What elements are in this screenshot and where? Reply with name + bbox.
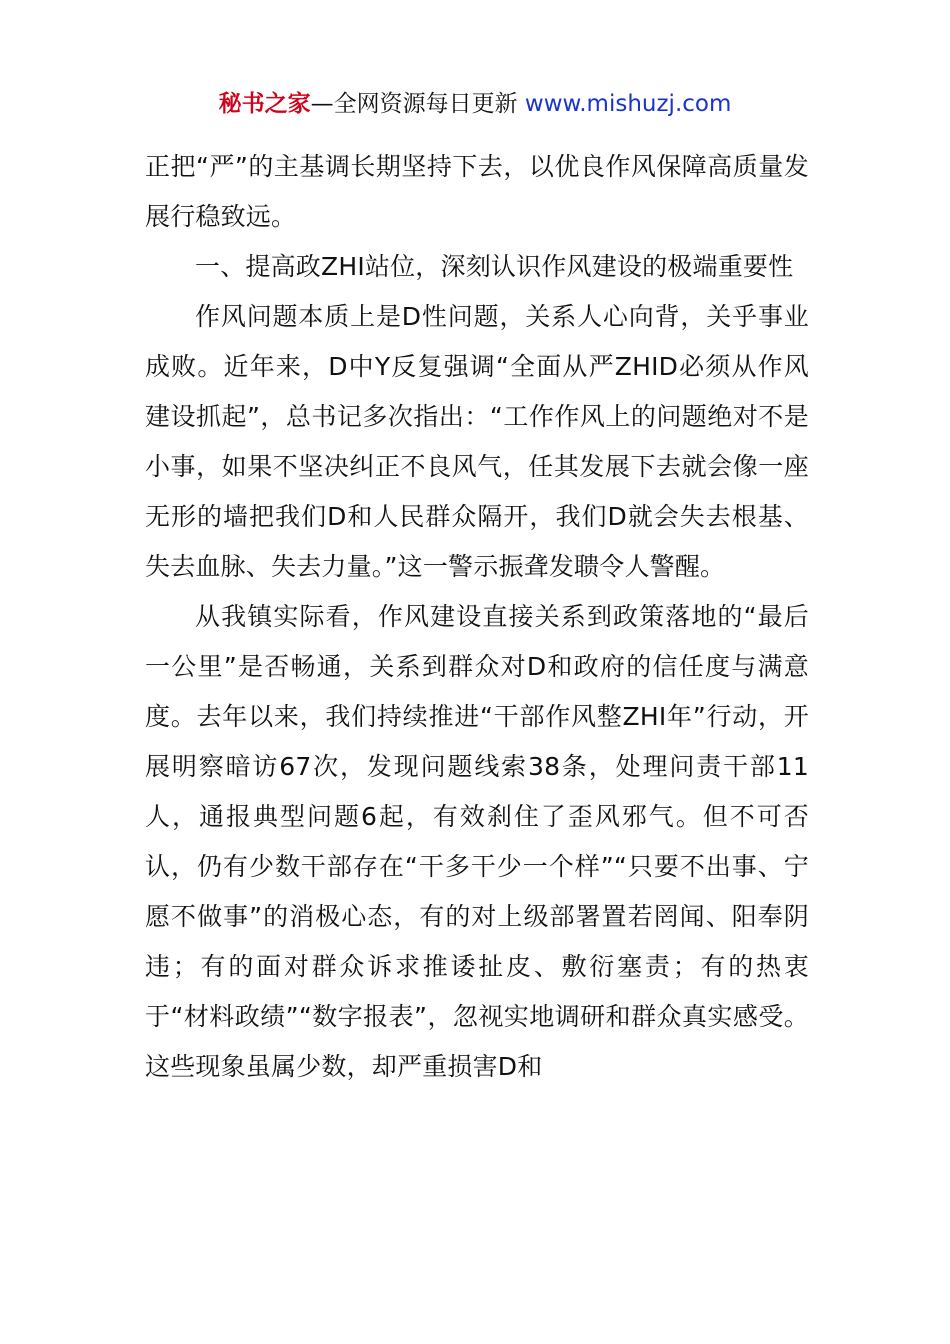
section-heading: 一、提高政ZHI站位，深刻认识作风建设的极端重要性: [195, 252, 794, 281]
header-url-link[interactable]: www.mishuzj.com: [524, 91, 732, 117]
paragraph-continuation: 正把“严”的主基调长期坚持下去，以优良作风保障高质量发展行稳致远。: [145, 152, 809, 231]
header-tagline: —全网资源每日更新: [310, 91, 518, 117]
document-body: [145, 142, 809, 1092]
paragraph: 从我镇实际看，作风建设直接关系到政策落地的“最后一公里”是否畅通，关系到群众对D和政府的信任度与满意度。去年以来，我们持续推进“干部作风整ZHI年”行动，开展明察暗访67次，发现问题线索38条，处理问责干部11人，通报典型问题6起，有效刹住了歪风邪气。但不可否认，仍有少数干部存在“干多干少一个样”“只要不出事、宁愿不做事”的消极心态，有的对上级部署置若罔闻、阳奉阴违；有的面对群众诉求推诿扯皮、敷衍塞责；有的热衷于“材料政绩”“数字报表”，忽视实地调研和群众真实感受。这些现象虽属少数，却严重损害D和: [145, 602, 809, 1081]
header-brand: 秘书之家: [218, 91, 311, 117]
paragraph: 作风问题本质上是D性问题，关系人心向背，关乎事业成败。近年来，D中Y反复强调“全面从严ZHID必须从作风建设抓起”，总书记多次指出：“工作作风上的问题绝对不是小事，如果不坚决纠正不良风气，任其发展下去就会像一座无形的墙把我们D和人民群众隔开，我们D就会失去根基、失去血脉、失去力量。”这一警示振聋发聩令人警醒。: [145, 302, 809, 581]
page-header: [0, 86, 950, 122]
